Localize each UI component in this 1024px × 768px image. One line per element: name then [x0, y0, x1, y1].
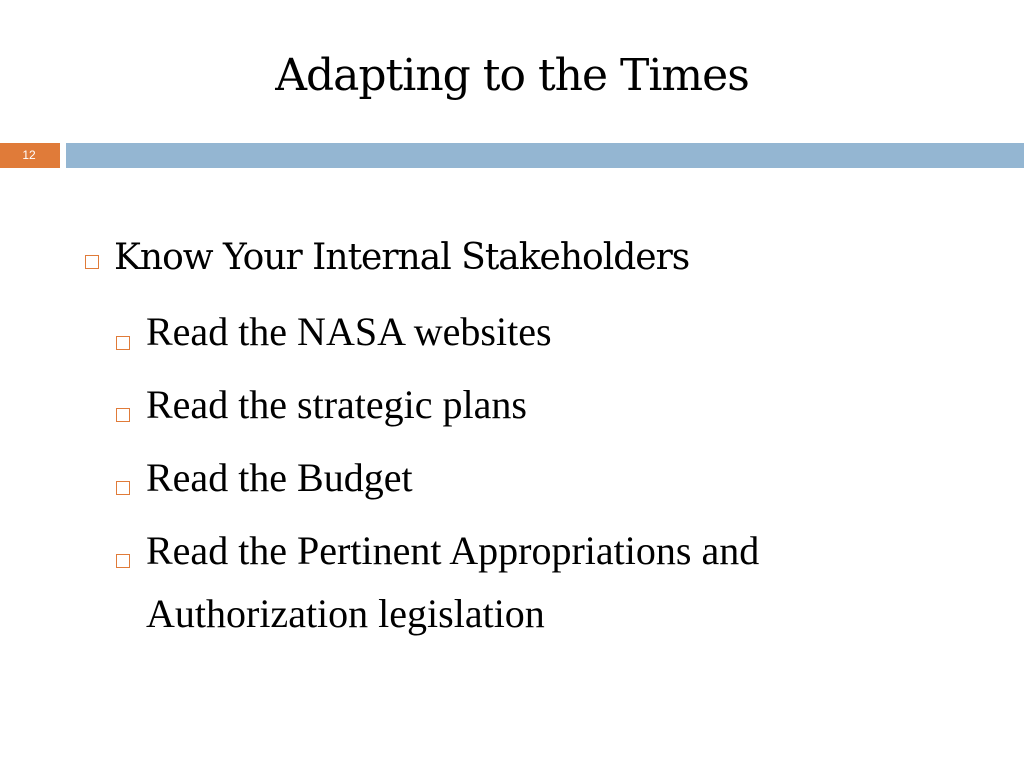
- bullet-text: Know Your Internal Stakeholders: [114, 237, 690, 278]
- sub-bullet-text-continuation: Authorization legislation: [146, 591, 545, 636]
- slide-number-box: [0, 143, 60, 168]
- sub-bullet-text: Read the Pertinent Appropriations and: [146, 528, 760, 573]
- slide-title: Adapting to the Times: [275, 50, 749, 101]
- square-bullet-icon: [116, 408, 130, 422]
- square-bullet-icon: [116, 481, 130, 495]
- sub-bullet-text: Read the Budget: [146, 455, 413, 500]
- slide-number: 12: [22, 148, 36, 162]
- square-bullet-icon: [116, 336, 130, 350]
- square-bullet-icon: [85, 255, 99, 269]
- sub-bullet-text: Read the strategic plans: [146, 382, 527, 427]
- square-bullet-icon: [116, 554, 130, 568]
- sub-bullet-text: Read the NASA websites: [146, 309, 552, 354]
- header-rule-bar: [66, 143, 1024, 168]
